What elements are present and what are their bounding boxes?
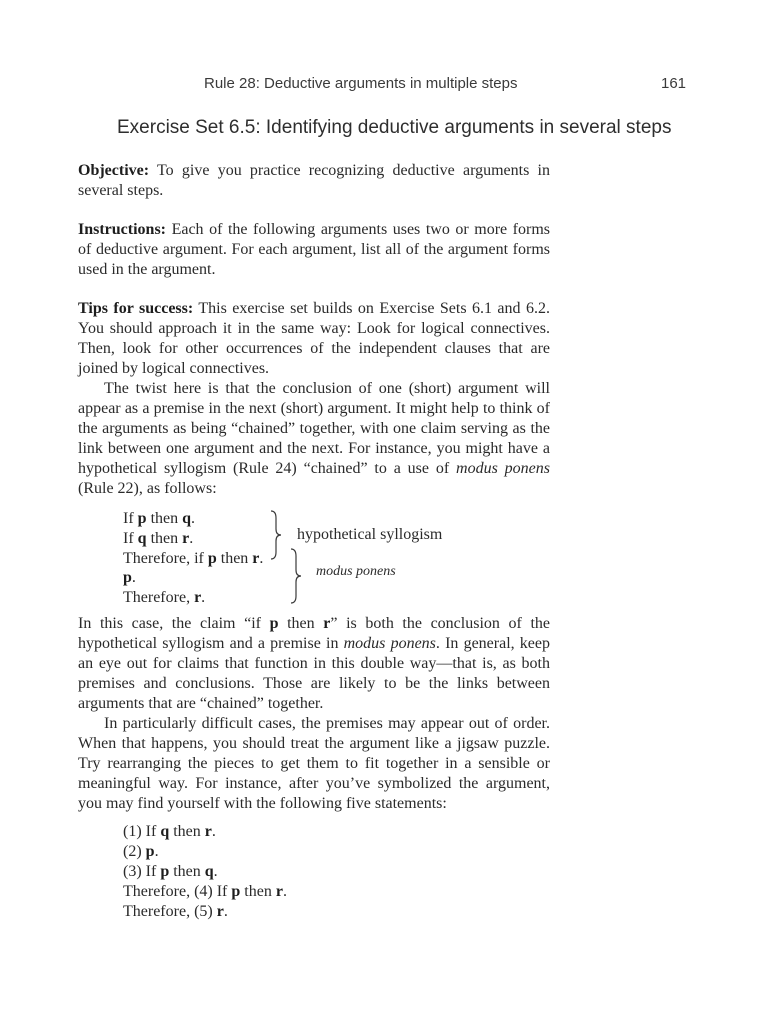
instructions-paragraph bbox=[78, 220, 550, 280]
statement-5: Therefore, (5) r. bbox=[123, 903, 228, 920]
chained-argument-example bbox=[123, 509, 543, 606]
statement-3: (3) If p then q. bbox=[123, 863, 218, 880]
modus-ponens-term: modus ponens bbox=[456, 460, 550, 477]
case-paragraph: In this case, the claim “if p then r” is both the conclusion of the hypothetical syllogism and a premise in modus ponens. In general, keep an eye out for claims that function in this double way—that is, as both premises and conclusions. Those are likely to be the links between arguments that are “chained” together. bbox=[78, 615, 551, 712]
five-statements-list bbox=[123, 822, 550, 922]
statement-4: Therefore, (4) If p then r. bbox=[123, 883, 287, 900]
instructions-label: Instructions: bbox=[78, 221, 167, 238]
tips-text: This exercise set builds on Exercise Sets 6.1 and 6.2. You should approach it in the same way: Look for logical connectives. Then, look for other occurrences of the independent clauses that are joined by logical connectives. bbox=[78, 300, 550, 377]
objective-text: To give you practice recognizing deductive arguments in several steps. bbox=[78, 162, 550, 199]
section-title: Exercise Set 6.5: Identifying deductive arguments in several steps bbox=[117, 117, 672, 138]
statement-2: (2) p. bbox=[123, 843, 159, 860]
body-text bbox=[78, 161, 550, 922]
brace-modus-ponens bbox=[289, 547, 303, 605]
page-number: 161 bbox=[661, 75, 687, 92]
running-title: Rule 28: Deductive arguments in multiple steps bbox=[204, 75, 518, 92]
objective-label: Objective: bbox=[78, 162, 150, 179]
objective-paragraph bbox=[78, 161, 550, 201]
example-line-4: p. bbox=[123, 569, 136, 586]
tips-paragraph bbox=[78, 299, 550, 379]
brace-hypothetical-syllogism bbox=[269, 509, 283, 561]
twist-text: The twist here is that the conclusion of one (short) argument will appear as a premise in the next (short) argument. It might help to think of the arguments as being “chained” together, with one claim serving as the link between one argument and the next. For instance, you might have a hypothetical syllogism (Rule 24) “chained” to a use of bbox=[78, 380, 550, 477]
difficult-cases-paragraph: In particularly difficult cases, the premises may appear out of order. When that happens, you should treat the argument like a jigsaw puzzle. Try rearranging the pieces to get them to fit together in a sensible or meaningful way. For instance, after you’ve symbolized the argument, you may find yourself with the following five statements: bbox=[78, 715, 550, 812]
example-line-5: Therefore, r. bbox=[123, 589, 206, 606]
modus-ponens-term: modus ponens bbox=[343, 635, 436, 652]
hypothetical-syllogism-label: hypothetical syllogism bbox=[297, 526, 443, 543]
example-line-3: Therefore, if p then r. bbox=[123, 550, 264, 567]
twist-paragraph bbox=[78, 379, 550, 499]
example-line-1: If p then q. bbox=[123, 510, 196, 527]
instructions-text: Each of the following arguments uses two or more forms of deductive argument. For each argument, list all of the argument forms used in the argument. bbox=[78, 221, 550, 278]
statement-1: (1) If q then r. bbox=[123, 823, 216, 840]
twist-text-end: (Rule 22), as follows: bbox=[78, 480, 217, 497]
tips-label: Tips for success: bbox=[78, 300, 194, 317]
example-line-2: If q then r. bbox=[123, 530, 194, 547]
modus-ponens-label: modus ponens bbox=[316, 564, 396, 579]
